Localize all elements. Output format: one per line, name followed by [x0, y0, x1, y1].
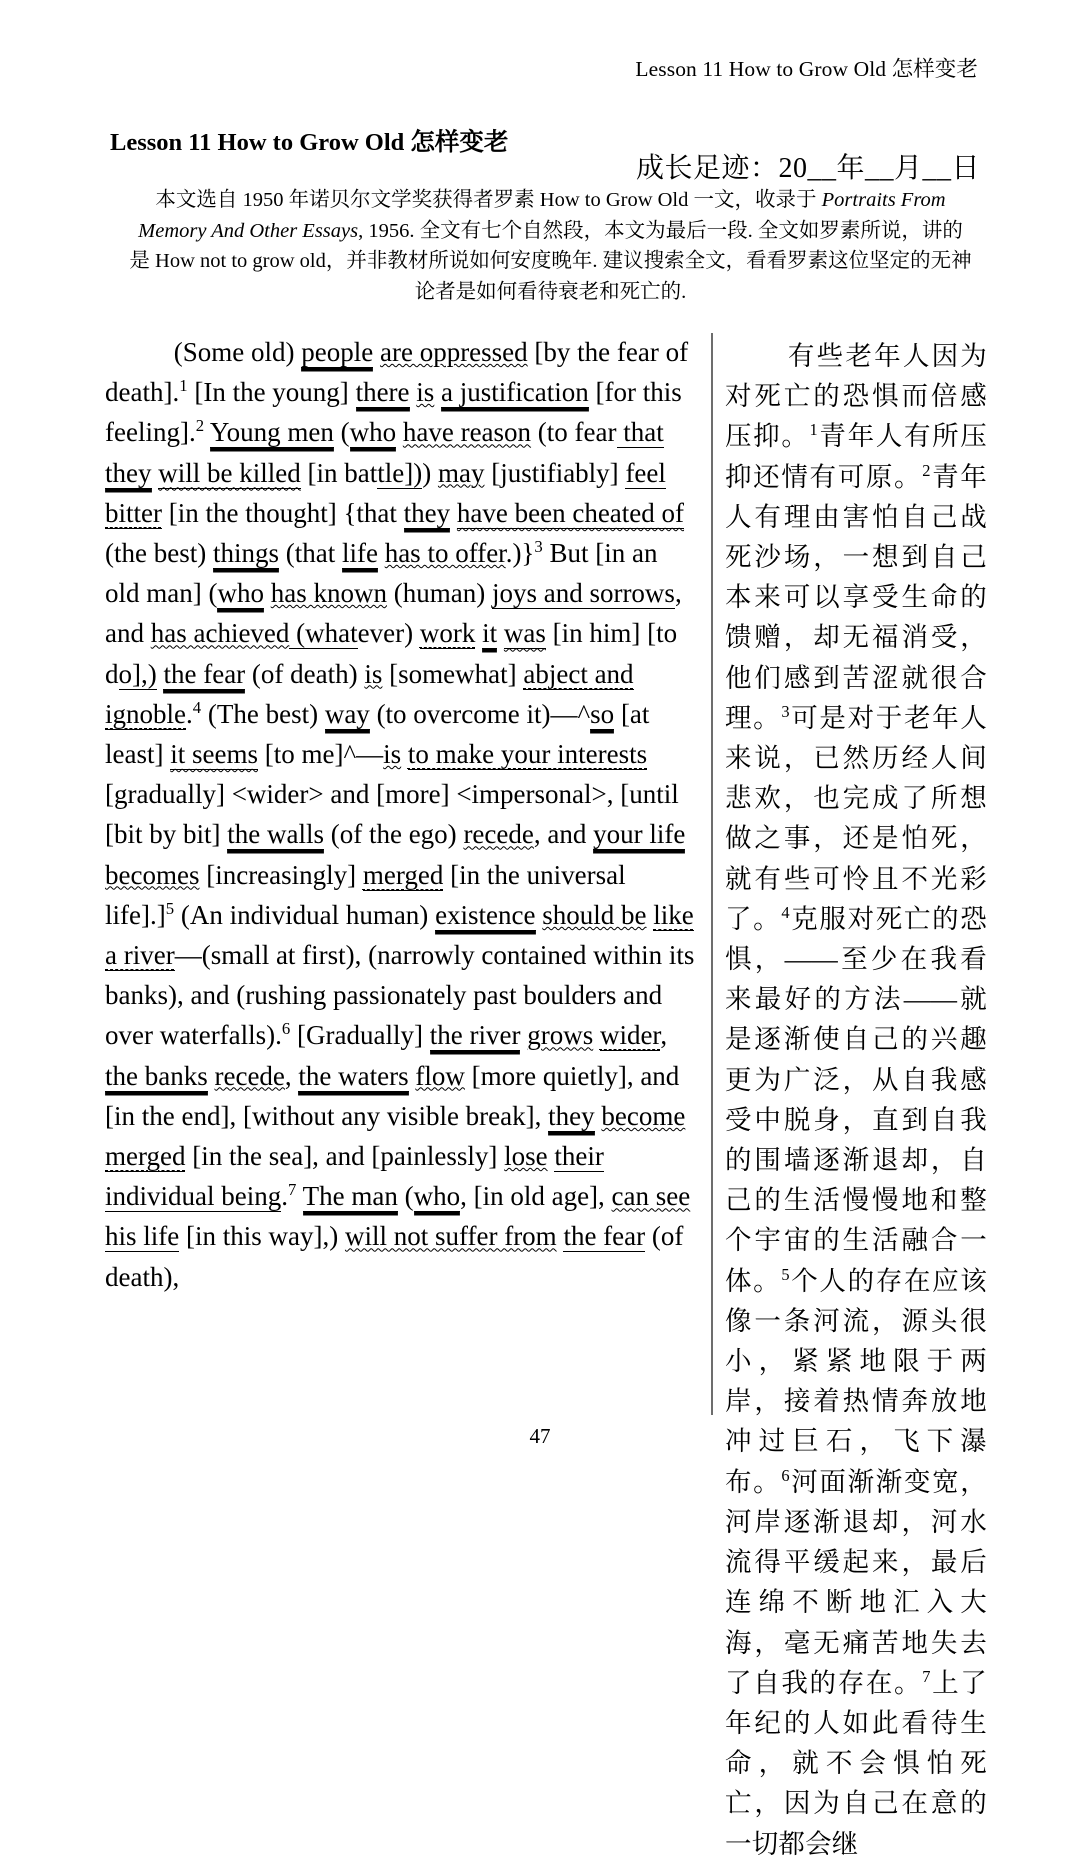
chinese-footnote-marker: 6: [781, 1465, 790, 1485]
english-annotated-column: [105, 332, 697, 1297]
chinese-footnote-marker: 4: [781, 903, 790, 923]
english-annotated-run: that: [616, 417, 664, 448]
english-annotated-run: they: [105, 457, 152, 488]
english-annotated-run: wider: [599, 1020, 661, 1051]
english-annotated-run: your life: [593, 819, 686, 850]
english-annotated-run: lose: [504, 1141, 548, 1172]
english-text-run: [in this way],): [179, 1221, 345, 1252]
english-annotated-run: was: [503, 618, 546, 649]
intro-paragraph: [128, 185, 973, 307]
english-footnote-marker: 1: [179, 376, 188, 396]
english-text-run: (to fear: [531, 417, 617, 448]
english-annotated-run: the walls: [227, 819, 324, 850]
english-annotated-run: people: [301, 337, 374, 367]
english-annotated-run: bitter: [105, 497, 162, 528]
english-footnote-marker: 4: [192, 697, 202, 717]
english-text-run: [at least]: [105, 698, 650, 770]
english-footnote-marker: 2: [195, 416, 205, 436]
english-text-run: (the best): [105, 538, 213, 569]
english-annotated-run: grows: [527, 1020, 594, 1051]
english-annotated-run: it: [482, 618, 498, 649]
english-annotated-run: the river: [429, 1020, 521, 1051]
english-annotated-run: will not suffer from: [344, 1221, 557, 1252]
english-annotated-run: the fear: [563, 1221, 646, 1252]
english-annotated-run: to make your interests: [407, 739, 648, 770]
english-text-run: (Some old): [173, 337, 302, 367]
english-text-run: But [in an old man] (: [105, 538, 658, 609]
english-text-run: [401, 739, 408, 769]
english-annotated-run: merged: [105, 1141, 186, 1172]
chinese-text-run: 上了年纪的人如此看待生命，就不会惧怕死亡，因为自己在意的一切都会继: [725, 1667, 987, 1859]
english-text-run: ever): [357, 618, 420, 649]
chinese-footnote-marker: 1: [809, 420, 818, 440]
english-annotated-run: The man: [302, 1181, 398, 1212]
english-text-run: [593, 1020, 600, 1050]
english-annotated-run: work: [419, 618, 476, 649]
english-annotated-run: feel: [625, 457, 666, 488]
english-text-run: [Gradually]: [290, 1020, 430, 1051]
english-annotated-run: their individual being: [105, 1141, 604, 1212]
english-annotated-run: has to offer: [384, 538, 506, 569]
english-text-run: [450, 498, 457, 528]
english-annotated-run: who: [349, 417, 397, 448]
english-text-run: —(small at first), (narrowly contained within its banks), and (rushing passionately past boulders and over waterfalls).: [105, 940, 695, 1051]
english-text-run: [373, 337, 380, 367]
english-text-run: [to me]^—: [257, 739, 384, 770]
chinese-text-run: 个人的存在应该像一条河流，源头很小，紧紧地限于两岸，接着热情奔放地冲过巨石，飞下瀑布。: [725, 1265, 987, 1497]
english-text-run: [justifiably]: [484, 457, 626, 488]
chinese-text-run: 可是对于老年人来说，已然历经人间悲欢，也完成了所想做之事，还是怕死，就有些可怜且不光彩了。: [725, 702, 987, 934]
english-annotated-run: there: [355, 377, 410, 408]
growth-record-line: 成长足迹：20__年__月__日: [635, 153, 980, 184]
english-text-run: (that: [278, 538, 342, 569]
english-text-run: (of death): [245, 658, 365, 689]
english-text-run: [in the universal life].]: [105, 859, 626, 930]
english-annotated-run: the banks: [105, 1060, 208, 1091]
column-divider-rule: [711, 333, 713, 1415]
english-text-run: (The best): [201, 698, 325, 729]
english-annotated-run: existence: [435, 899, 536, 930]
english-text-run: [In the young]: [187, 377, 356, 408]
english-text-run: (to overcome it)—^: [369, 698, 591, 729]
english-annotated-run: life: [341, 538, 378, 569]
english-text-run: [gradually] <wider> and [more] <impersonal>, [until [bit by bit]: [105, 779, 679, 850]
english-text-run: (An individual human): [174, 899, 436, 930]
english-text-run: ,: [660, 1020, 668, 1051]
chinese-text-run: 青年人有理由害怕自己战死沙场，一想到自己本来可以享受生命的馈赠，却无福消受，他们感到苦涩就很合理。: [725, 461, 987, 733]
english-annotated-run: like a river: [105, 899, 694, 971]
english-annotated-run: have reason: [402, 417, 532, 448]
english-text-run: .: [281, 1181, 288, 1212]
chinese-footnote-marker: 2: [922, 460, 931, 480]
english-text-run: [in bat: [300, 457, 378, 488]
english-annotated-run: are oppressed: [379, 337, 528, 367]
english-text-run: , and: [533, 819, 594, 850]
english-annotated-run: should be: [542, 899, 647, 930]
intro-part-1: 本文选自 1950 年诺贝尔文学奖获得者罗素 How to Grow Old 一文，收录于: [155, 189, 822, 211]
english-annotated-run: o],): [118, 658, 157, 689]
english-annotated-run: can see: [611, 1181, 691, 1212]
english-annotated-run: tle]): [377, 457, 423, 488]
english-text-run: [for this feeling].: [105, 377, 682, 448]
english-annotated-run: abject and ignoble: [105, 658, 634, 729]
english-annotated-run: joys and sorrows: [491, 578, 675, 609]
english-text-run: [264, 578, 271, 608]
english-footnote-marker: 7: [287, 1180, 297, 1200]
chinese-footnote-marker: 5: [781, 1264, 790, 1284]
english-text-run: [in him] [to d: [105, 618, 678, 689]
chinese-translation-column: [725, 336, 987, 1864]
english-text-run: .)}: [505, 538, 535, 569]
english-annotated-run: his life: [105, 1221, 180, 1252]
english-text-run: , and: [105, 578, 682, 649]
english-text-run: , [in old age],: [460, 1181, 612, 1212]
chinese-text-run: 克服对死亡的恐惧，——至少在我看来最好的方法——就是逐渐使自己的兴趣更为广泛，从自我感受中脱身，直到自我的围墙逐渐退却，自己的生活慢慢地和整个宇宙的生活融合一体。: [725, 903, 987, 1296]
english-annotated-run: things: [212, 538, 279, 569]
english-annotated-run: who: [217, 578, 264, 609]
english-annotated-run: who: [413, 1181, 461, 1212]
english-annotated-run: the waters: [298, 1060, 409, 1091]
chinese-text-run: 有些老年人因为对死亡的恐惧而倍感压抑。: [725, 341, 988, 452]
page-title: Lesson 11 How to Grow Old 怎样变老: [110, 129, 509, 157]
english-annotated-run: recede: [463, 819, 534, 850]
english-annotated-run: will be killed: [158, 457, 301, 488]
chinese-text-run: 青年人有所压抑还情有可原。: [725, 421, 987, 492]
english-annotated-run: Young men: [209, 417, 334, 448]
english-annotated-run: they: [403, 497, 451, 528]
english-text-run: [296, 1181, 302, 1211]
english-text-run: [in the thought] {that: [161, 497, 404, 528]
intro-book-title: Portraits From Memory And Other Essays: [138, 189, 946, 242]
english-annotated-run: is: [383, 739, 402, 770]
english-text-run: ,: [284, 1060, 299, 1091]
english-footnote-marker: 6: [281, 1019, 291, 1039]
english-text-run: (: [333, 417, 350, 448]
chinese-footnote-marker: 7: [922, 1666, 931, 1686]
chinese-footnote-marker: 3: [781, 702, 790, 721]
english-text-run: ): [422, 457, 438, 488]
english-annotated-run: become: [601, 1100, 686, 1131]
english-text-run: [more quietly], and [in the end], [without any visible break],: [105, 1060, 680, 1131]
english-annotated-run: has achieved: [150, 618, 290, 649]
english-annotated-run: may: [437, 457, 485, 488]
english-annotated-run: have been cheated of: [456, 497, 685, 528]
english-text-run: .: [186, 698, 193, 729]
running-header: Lesson 11 How to Grow Old 怎样变老: [635, 57, 978, 81]
english-annotated-run: (what: [289, 618, 358, 649]
english-text-run: [497, 618, 504, 648]
english-text-run: [in the sea], and [painlessly]: [185, 1141, 505, 1172]
english-annotated-run: it seems: [170, 739, 258, 770]
english-text-run: [by the fear of death].: [105, 337, 689, 408]
english-annotated-run: way: [324, 698, 370, 729]
intro-part-2: , 1956. 全文有七个自然段，本文为最后一段. 全文如罗素所说，讲的是 How not to grow old，并非教材所说如何安度晚年. 建议搜索全文，看看罗素这位坚定的无神论者是如何看待衰老和死亡的.: [129, 219, 972, 303]
english-annotated-run: the fear: [163, 658, 246, 689]
english-annotated-run: a justification: [441, 377, 589, 408]
english-annotated-run: is: [416, 377, 435, 408]
english-text-run: [somewhat]: [382, 658, 524, 689]
english-annotated-run: they: [548, 1100, 595, 1131]
english-text-run: (: [397, 1181, 414, 1212]
english-text-run: [378, 538, 385, 568]
english-text-run: (of death),: [105, 1221, 684, 1292]
chinese-text-run: 河面渐渐变宽，河岸逐渐退却，河水流得平缓起来，最后连绵不断地汇入大海，毫无痛苦地失去了自我的存在。: [725, 1466, 987, 1698]
english-footnote-marker: 3: [534, 537, 543, 557]
english-annotated-run: recede: [214, 1060, 285, 1091]
english-annotated-run: is: [364, 658, 383, 689]
english-annotated-run: merged: [362, 859, 444, 890]
english-text-run: (of the ego): [323, 819, 464, 850]
english-footnote-marker: 5: [165, 898, 175, 918]
page-number: 47: [529, 1424, 551, 1448]
english-annotated-run: flow: [415, 1060, 465, 1091]
english-annotated-run: becomes: [105, 859, 200, 890]
english-text-run: [204, 417, 210, 447]
english-annotated-run: has known: [270, 578, 387, 609]
english-text-run: [increasingly]: [199, 859, 363, 890]
english-text-run: [396, 417, 403, 447]
english-annotated-run: so: [590, 698, 615, 729]
english-text-run: (human): [386, 578, 492, 609]
